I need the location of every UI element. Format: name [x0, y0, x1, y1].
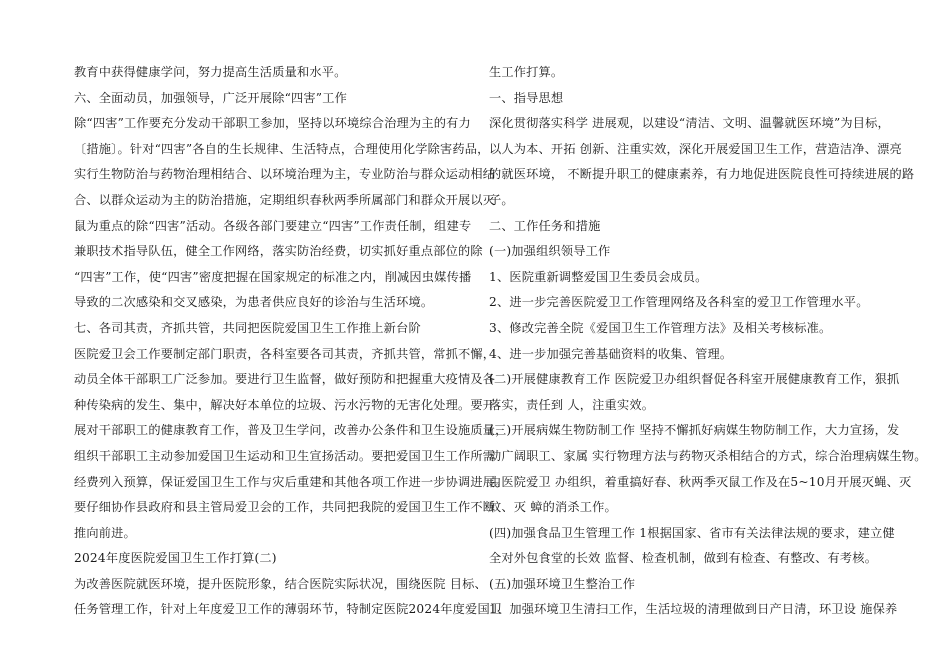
text-line: 落实，责任到 人，注重实效。 [489, 397, 655, 412]
text-line: 展对干部职工的健康教育工作，普及卫生学问，改善办公条件和卫生设施质量， [74, 423, 508, 438]
text-line: 全对外包食堂的长效 监督、检查机制，做到有检查、有整改、有考核。 [489, 551, 878, 566]
text-line: “四害”工作，使“四害”密度把握在国家规定的标准之内，削减因虫媒传播 [74, 269, 472, 284]
text-line: 推向前进。 [74, 525, 136, 540]
text-line: 医院爱卫会工作要制定部门职责，各科室要各司其责，齐抓共管，常抓不懈， [74, 346, 496, 361]
text-line: 1、医院重新调整爱国卫生委员会成员。 [489, 269, 708, 284]
text-line: (四)加强食品卫生管理工作 1根据国家、省市有关法律法规的要求，建立健 [489, 525, 895, 540]
text-line: 蚊、灭 蟑的消杀工作。 [489, 500, 617, 515]
text-line: 组织干部职工主动参加爱国卫生运动和卫生宣扬活动。要把爱国卫生工作所需 [74, 448, 496, 463]
text-line: 深化贯彻落实科学 进展观，以建设“清洁、文明、温馨就医环境”为目标， [489, 116, 890, 131]
text-line: 兼职技术指导队伍，健全工作网络，落实防治经费，切实抓好重点部位的除 [74, 244, 483, 259]
text-line: 3、修改完善全院《爱国卫生工作管理方法》及相关考核标准。 [489, 320, 832, 335]
text-line: 动员全体干部职工广泛参加。要进行卫生监督，做好预防和把握重大疫情及各 [74, 372, 496, 387]
text-line: 教育中获得健康学问，努力提高生活质量和水平。 [74, 65, 347, 79]
text-line: 除“四害”工作要充分发动干部职工参加，坚持以环境综合治理为主的有力 [74, 116, 471, 131]
text-line: 以人为本、开拓 创新、注重实效，深化开展爱国卫生工作，营造洁净、漂亮 [489, 141, 902, 156]
text-line: (三)开展病媒生物防制工作 坚持不懈抓好病媒生物防制工作，大力宣扬，发 [489, 423, 900, 438]
text-line: (二)开展健康教育工作 医院爱卫办组织督促各科室开展健康教育工作，狠抓 [489, 372, 900, 387]
text-line: 的就医环境， 不断提升职工的健康素养，有力地促进医院良性可持续进展的路 [489, 167, 915, 182]
text-line: 七、各司其责，齐抓共管，共同把医院爱国卫生工作推上新台阶 [74, 320, 421, 335]
text-line: 实行生物防治与药物治理相结合、以环境治理为主，专业防治与群众运动相结 [74, 167, 496, 182]
text-line: 生工作打算。 [489, 65, 564, 79]
text-line: 任务管理工作，针对上年度爱卫工作的薄弱环节，特制定医院2024年度爱国卫 [74, 602, 503, 617]
text-line: 子。 [489, 192, 514, 207]
text-line: 动广阔职工、家属 实行物理方法与药物灭杀相结合的方式，综合治理病媒生物。 [489, 448, 927, 463]
text-line: 鼠为重点的除“四害”活动。各级各部门要建立“四害”工作责任制，组建专 [74, 218, 472, 233]
right-text-column [489, 60, 927, 623]
text-line: 要仔细协作县政府和县主管局爱卫会的工作，共同把我院的爱国卫生工作不断 [74, 500, 496, 515]
left-text-column [74, 60, 508, 623]
text-line: 2、进一步完善医院爱卫工作管理网络及各科室的爱卫工作管理水平。 [489, 295, 869, 310]
text-line: 2024年度医院爱国卫生工作打算(二) [74, 551, 277, 566]
text-line: 二、工作任务和措施 [489, 218, 601, 233]
text-line: (一)加强组织领导工作 [489, 244, 611, 259]
text-line: 经费列入预算，保证爱国卫生工作与灾后重建和其他各项工作进一步协调进展。 [74, 474, 508, 489]
text-line: 六、全面动员，加强领导，广泛开展除“四害”工作 [74, 90, 347, 105]
text-line: 由医院爱卫 办组织，着重搞好春、秋两季灭鼠工作及在5~10月开展灭蝇、灭 [489, 474, 912, 489]
text-line: 4、进一步加强完善基础资料的收集、管理。 [489, 346, 733, 361]
text-line: (五)加强环境卫生整治工作 [489, 576, 636, 591]
text-line: 1、加强环境卫生清扫工作，生活垃圾的清理做到日产日清，环卫设 施保养 [489, 602, 898, 617]
text-line: 〔措施〕。针对“四害”各自的生长规律、生活特点，合理使用化学除害药品， [74, 141, 490, 156]
text-line: 种传染病的发生、集中，解决好本单位的垃圾、污水污物的无害化处理。要开 [74, 397, 496, 412]
text-line: 一、指导思想 [489, 90, 564, 105]
text-line: 导致的二次感染和交叉感染，为患者供应良好的诊治与生活环境。 [74, 295, 434, 310]
text-line: 为改善医院就医环境，提升医院形象，结合医院实际状况，围绕医院 目标、 [74, 576, 487, 591]
text-line: 合、以群众运动为主的防治措施，定期组织春秋两季所属部门和群众开展以灭 [74, 192, 496, 207]
